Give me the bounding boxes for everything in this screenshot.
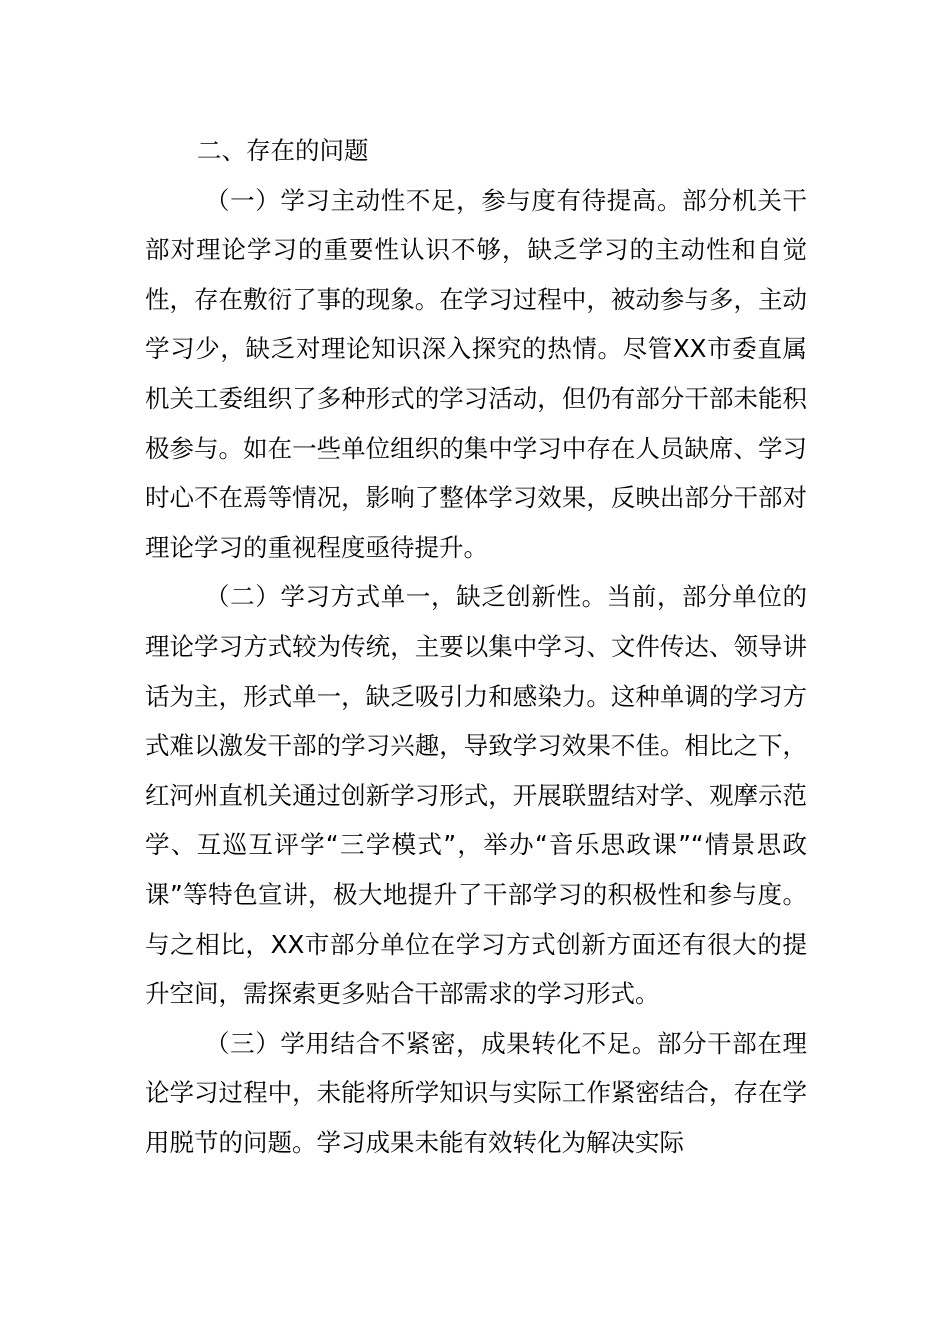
document-body bbox=[145, 126, 807, 1167]
section-heading: 二、存在的问题 bbox=[197, 136, 369, 165]
paragraph-learning-initiative: （一）学习主动性不足，参与度有待提高。部分机关干部对理论学习的重要性认识不够，缺乏学习的主动性和自觉性，存在敷衍了事的现象。在学习过程中，被动参与多，主动学习少，缺乏对理论知识深入探究的热情。尽管XX市委直属机关工委组织了多种形式的学习活动，但仍有部分干部未能积极参与。如在一些单位组织的集中学习中存在人员缺席、学习时心不在焉等情况，影响了整体学习效果，反映出部分干部对理论学习的重视程度亟待提升。 bbox=[145, 185, 807, 562]
paragraph-learning-application: （三）学用结合不紧密，成果转化不足。部分干部在理论学习过程中，未能将所学知识与实际工作紧密结合，存在学用脱节的问题。学习成果未能有效转化为解决实际 bbox=[145, 1028, 807, 1157]
paragraph-learning-methods: （二）学习方式单一，缺乏创新性。当前，部分单位的理论学习方式较为传统，主要以集中学习、文件传达、领导讲话为主，形式单一，缺乏吸引力和感染力。这种单调的学习方式难以激发干部的学习兴趣，导致学习效果不佳。相比之下，红河州直机关通过创新学习形式，开展联盟结对学、观摩示范学、互巡互评学“三学模式”，举办“音乐思政课”“情景思政课”等特色宣讲，极大地提升了干部学习的积极性和参与度。与之相比，XX市部分单位在学习方式创新方面还有很大的提升空间，需探索更多贴合干部需求的学习形式。 bbox=[145, 582, 807, 1009]
